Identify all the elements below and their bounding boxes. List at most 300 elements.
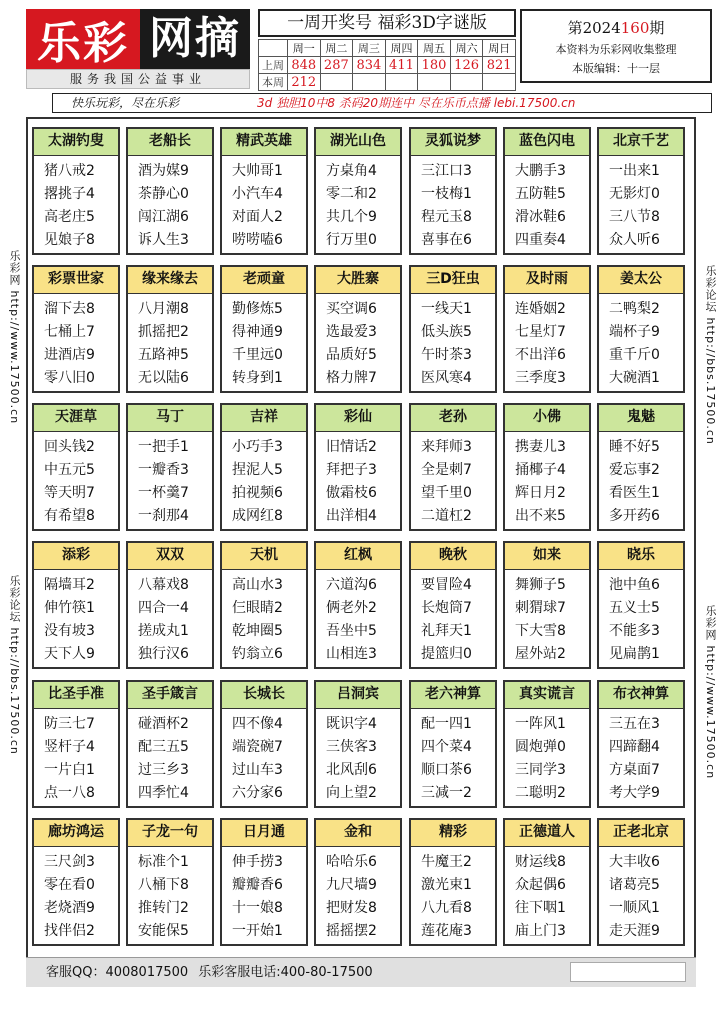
- card-title: 金和: [316, 820, 400, 847]
- side-text-right-top: 乐彩论坛 http://bbs.17500.cn: [704, 265, 717, 445]
- riddle-card: [503, 403, 591, 531]
- last-week-label: 上周: [259, 57, 288, 74]
- riddle-line: 池中鱼6: [609, 577, 660, 593]
- riddle-line: 共几个9: [326, 209, 377, 225]
- riddle-line: 医风寒4: [421, 370, 472, 386]
- riddle-line: 回头钱2: [44, 439, 95, 455]
- riddle-line: 二道杠2: [421, 508, 472, 524]
- riddle-line: 对面人2: [232, 209, 283, 225]
- riddle-line: 买空调6: [326, 301, 377, 317]
- riddle-line: 一开始1: [232, 923, 283, 939]
- riddle-card: [409, 541, 497, 669]
- riddle-card: [409, 680, 497, 808]
- side-text-left-bottom: 乐彩论坛 http://bbs.17500.cn: [8, 575, 21, 755]
- riddle-line: 四不像4: [232, 716, 283, 732]
- editor: 本版编辑：十一层: [572, 62, 660, 75]
- riddle-line: 小汽车4: [232, 186, 283, 202]
- card-title: 马丁: [128, 405, 212, 432]
- riddle-line: 多开药6: [609, 508, 660, 524]
- riddle-line: 众人听6: [609, 232, 660, 248]
- footer-blank-box: [570, 962, 686, 982]
- riddle-line: 乾坤圈5: [232, 623, 283, 639]
- card-title: 小佛: [505, 405, 589, 432]
- riddle-card: [126, 818, 214, 946]
- card-title: 彩票世家: [34, 267, 118, 294]
- riddle-line: 酒为媒9: [138, 163, 189, 179]
- riddle-line: 望千里0: [421, 485, 472, 501]
- riddle-line: 碰酒杯2: [138, 716, 189, 732]
- riddle-line: 十一娘8: [232, 900, 283, 916]
- riddle-line: 小巧手3: [232, 439, 283, 455]
- riddle-line: 瓣瓣香6: [232, 877, 283, 893]
- riddle-line: 不出洋6: [515, 347, 566, 363]
- riddle-card: [126, 403, 214, 531]
- card-title: 晓乐: [599, 543, 683, 570]
- riddle-card: [314, 127, 402, 255]
- riddle-line: 格力牌7: [326, 370, 377, 386]
- card-title: 蓝色闪电: [505, 129, 589, 156]
- draw-number: [418, 74, 451, 91]
- riddle-line: 下大雪8: [515, 623, 566, 639]
- riddle-line: 诉人生3: [138, 232, 189, 248]
- issue-prefix: 第2024: [567, 19, 621, 37]
- riddle-line: 看医生1: [609, 485, 660, 501]
- riddle-line: 三八节8: [609, 209, 660, 225]
- card-title: 彩仙: [316, 405, 400, 432]
- card-title: 真实谎言: [505, 682, 589, 709]
- draw-number: [483, 74, 516, 91]
- riddle-line: 高老庄5: [44, 209, 95, 225]
- riddle-line: 低头族5: [421, 324, 472, 340]
- card-title: 天机: [222, 543, 306, 570]
- riddle-line: 哈哈乐6: [326, 854, 377, 870]
- riddle-line: 提篮归0: [421, 646, 472, 662]
- card-title: 双双: [128, 543, 212, 570]
- riddle-line: 刺猬球7: [515, 600, 566, 616]
- riddle-card: [409, 127, 497, 255]
- riddle-line: 考大学9: [609, 785, 660, 801]
- card-title: 添彩: [34, 543, 118, 570]
- riddle-line: 配一四1: [421, 716, 472, 732]
- riddle-line: 要冒险4: [421, 577, 472, 593]
- riddle-line: 无以陆6: [138, 370, 189, 386]
- issue-num: 160: [620, 19, 650, 37]
- banner-ad: 3d 独胆10中8 杀码20期连中 尽在乐币点播 lebi.17500.cn: [257, 96, 576, 110]
- card-title: 红枫: [316, 543, 400, 570]
- riddle-line: 方桌角4: [326, 163, 377, 179]
- riddle-line: 推转门2: [138, 900, 189, 916]
- riddle-line: 见娘子8: [44, 232, 95, 248]
- riddle-line: 拜把子3: [326, 462, 377, 478]
- riddle-line: 一杯羹7: [138, 485, 189, 501]
- riddle-line: 九尺墙9: [326, 877, 377, 893]
- riddle-card: [314, 818, 402, 946]
- riddle-line: 转身到1: [232, 370, 283, 386]
- card-title: 灵狐说梦: [411, 129, 495, 156]
- draw-number: 834: [353, 57, 386, 74]
- riddle-line: 三侠客3: [326, 739, 377, 755]
- riddle-line: 爱忘事2: [609, 462, 660, 478]
- issue-suffix: 期: [649, 19, 665, 37]
- riddle-line: 大帅哥1: [232, 163, 283, 179]
- card-title: 老船长: [128, 129, 212, 156]
- riddle-line: 程元玉8: [421, 209, 472, 225]
- riddle-line: 进酒店9: [44, 347, 95, 363]
- side-text-right-bottom: 乐彩网 http://www.17500.cn: [704, 605, 717, 780]
- riddle-line: 来拜师3: [421, 439, 472, 455]
- riddle-card: [32, 127, 120, 255]
- riddle-line: 八九看8: [421, 900, 472, 916]
- banner: [52, 93, 712, 113]
- riddle-line: 无影灯0: [609, 186, 660, 202]
- logo: [26, 9, 250, 69]
- riddle-card: [597, 265, 685, 393]
- day-cell: 周三: [353, 40, 386, 57]
- day-cell: 周一: [288, 40, 321, 57]
- riddle-line: 八幕戏8: [138, 577, 189, 593]
- card-title: 长城长: [222, 682, 306, 709]
- riddle-line: 唠唠嗑6: [232, 232, 283, 248]
- riddle-line: 六道沟6: [326, 577, 377, 593]
- riddle-line: 顺口茶6: [421, 762, 472, 778]
- riddle-line: 闯江湖6: [138, 209, 189, 225]
- riddle-line: 成网红8: [232, 508, 283, 524]
- card-title: 吉祥: [222, 405, 306, 432]
- riddle-card: [597, 818, 685, 946]
- riddle-line: 三五在3: [609, 716, 660, 732]
- riddle-line: 四蹄翻4: [609, 739, 660, 755]
- riddle-line: 二聪明2: [515, 785, 566, 801]
- draw-number: 287: [320, 57, 353, 74]
- riddle-line: 高山水3: [232, 577, 283, 593]
- riddle-line: 见扁鹊1: [609, 646, 660, 662]
- card-title: 晚秋: [411, 543, 495, 570]
- riddle-line: 一把手1: [138, 439, 189, 455]
- riddle-card: [220, 680, 308, 808]
- riddle-line: 四季忙4: [138, 785, 189, 801]
- riddle-line: 大鹏手3: [515, 163, 566, 179]
- card-title: 姜太公: [599, 267, 683, 294]
- riddle-line: 诸葛亮5: [609, 877, 660, 893]
- card-title: 老六神算: [411, 682, 495, 709]
- riddle-line: 配三五5: [138, 739, 189, 755]
- riddle-line: 三同学3: [515, 762, 566, 778]
- riddle-line: 三江口3: [421, 163, 472, 179]
- riddle-line: 三尺剑3: [44, 854, 95, 870]
- riddle-line: 捏泥人5: [232, 462, 283, 478]
- riddle-line: 一枝梅1: [421, 186, 472, 202]
- riddle-line: 五路神5: [138, 347, 189, 363]
- draw-number: 848: [288, 57, 321, 74]
- riddle-line: 旧情话2: [326, 439, 377, 455]
- riddle-line: 竖杆子4: [44, 739, 95, 755]
- page-title: 一周开奖号 福彩3D字谜版: [258, 9, 516, 37]
- source-note: 本资料为乐彩网收集整理: [555, 43, 677, 56]
- card-title: 精彩: [411, 820, 495, 847]
- riddle-line: 端杯子9: [609, 324, 660, 340]
- card-title: 圣手箴言: [128, 682, 212, 709]
- draw-number: [450, 74, 483, 91]
- riddle-line: 防三七7: [44, 716, 95, 732]
- card-title: 布衣神算: [599, 682, 683, 709]
- riddle-line: 撂挑子4: [44, 186, 95, 202]
- slogan: 服务我国公益事业: [26, 69, 250, 89]
- riddle-line: 既识字4: [326, 716, 377, 732]
- riddle-card: [32, 403, 120, 531]
- riddle-card: [220, 541, 308, 669]
- riddle-line: 礼拜天1: [421, 623, 472, 639]
- riddle-card: [126, 265, 214, 393]
- card-title: 正德道人: [505, 820, 589, 847]
- card-title: 比圣手准: [34, 682, 118, 709]
- riddle-line: 老烧酒9: [44, 900, 95, 916]
- riddle-line: 找伴侣2: [44, 923, 95, 939]
- riddle-card: [597, 127, 685, 255]
- riddle-line: 过山车3: [232, 762, 283, 778]
- riddle-card: [503, 818, 591, 946]
- day-cell: 周四: [385, 40, 418, 57]
- riddle-line: 出不来5: [515, 508, 566, 524]
- riddle-card: [503, 265, 591, 393]
- banner-slogan: 快乐玩彩，尽在乐彩: [71, 96, 180, 110]
- riddle-line: 喜事在6: [421, 232, 472, 248]
- customer-qq: 客服QQ：4008017500: [46, 965, 189, 980]
- riddle-card: [126, 541, 214, 669]
- riddle-line: 拍视频6: [232, 485, 283, 501]
- riddle-card: [314, 680, 402, 808]
- last-week-row: [259, 57, 516, 74]
- riddle-line: 独行汉6: [138, 646, 189, 662]
- card-title: 天涯草: [34, 405, 118, 432]
- riddle-line: 屋外站2: [515, 646, 566, 662]
- riddle-line: 圆炮弹0: [515, 739, 566, 755]
- riddle-line: 五防鞋5: [515, 186, 566, 202]
- riddle-line: 全是刺7: [421, 462, 472, 478]
- riddle-line: 中五元5: [44, 462, 95, 478]
- riddle-card: [597, 403, 685, 531]
- riddle-line: 八月潮8: [138, 301, 189, 317]
- riddle-card: [32, 818, 120, 946]
- draw-number: 180: [418, 57, 451, 74]
- riddle-line: 搓成丸1: [138, 623, 189, 639]
- card-title: 如来: [505, 543, 589, 570]
- riddle-line: 得神通9: [232, 324, 283, 340]
- riddle-line: 睡不好5: [609, 439, 660, 455]
- riddle-line: 携妻儿3: [515, 439, 566, 455]
- riddle-line: 往下咽1: [515, 900, 566, 916]
- riddle-line: 零二和2: [326, 186, 377, 202]
- logo-text-2: 网摘: [140, 9, 250, 69]
- riddle-line: 方桌面7: [609, 762, 660, 778]
- this-week-row: [259, 74, 516, 91]
- riddle-line: 钓翁立6: [232, 646, 283, 662]
- draw-number: 821: [483, 57, 516, 74]
- riddle-line: 茶静心0: [138, 186, 189, 202]
- card-title: 子龙一句: [128, 820, 212, 847]
- riddle-card: [314, 403, 402, 531]
- riddle-line: 过三乡3: [138, 762, 189, 778]
- riddle-card: [597, 541, 685, 669]
- riddle-line: 一顺风1: [609, 900, 660, 916]
- draw-number: [320, 74, 353, 91]
- riddle-line: 抓摇把2: [138, 324, 189, 340]
- card-title: 三D狂虫: [411, 267, 495, 294]
- side-text-left-top: 乐彩网 http://www.17500.cn: [8, 250, 21, 425]
- riddle-line: 一刹那4: [138, 508, 189, 524]
- card-title: 正老北京: [599, 820, 683, 847]
- riddle-line: 大碗酒1: [609, 370, 660, 386]
- riddle-line: 七星灯7: [515, 324, 566, 340]
- card-title: 大胜寨: [316, 267, 400, 294]
- logo-text-1: 乐彩: [37, 18, 129, 69]
- riddle-line: 三季度3: [515, 370, 566, 386]
- card-title: 湖光山色: [316, 129, 400, 156]
- draw-number: 126: [450, 57, 483, 74]
- riddle-line: 傲霜枝6: [326, 485, 377, 501]
- riddle-line: 把财发8: [326, 900, 377, 916]
- riddle-line: 标准个1: [138, 854, 189, 870]
- riddle-line: 激光束1: [421, 877, 472, 893]
- issue-number: [522, 17, 710, 38]
- riddle-line: 舞狮子5: [515, 577, 566, 593]
- riddle-card: [597, 680, 685, 808]
- riddle-line: 重千斤0: [609, 347, 660, 363]
- riddle-line: 俩老外2: [326, 600, 377, 616]
- draw-table: [258, 39, 516, 91]
- riddle-line: 四合一4: [138, 600, 189, 616]
- riddle-line: 隔墙耳2: [44, 577, 95, 593]
- riddle-line: 千里远0: [232, 347, 283, 363]
- riddle-line: 没有坡3: [44, 623, 95, 639]
- riddle-line: 大丰收6: [609, 854, 660, 870]
- riddle-line: 零八旧0: [44, 370, 95, 386]
- day-cell: 周二: [320, 40, 353, 57]
- riddle-line: 二鸭梨2: [609, 301, 660, 317]
- riddle-line: 溜下去8: [44, 301, 95, 317]
- riddle-line: 行万里0: [326, 232, 377, 248]
- riddle-card: [409, 818, 497, 946]
- day-cell: 周五: [418, 40, 451, 57]
- riddle-card: [503, 127, 591, 255]
- riddle-line: 众起偶6: [515, 877, 566, 893]
- riddle-line: 财运线8: [515, 854, 566, 870]
- riddle-line: 六分家6: [232, 785, 283, 801]
- riddle-line: 等天明7: [44, 485, 95, 501]
- riddle-line: 四重奏4: [515, 232, 566, 248]
- customer-phone: 乐彩客服电话:400-80-17500: [198, 965, 373, 980]
- card-title: 及时雨: [505, 267, 589, 294]
- riddle-line: 午时茶3: [421, 347, 472, 363]
- riddle-line: 八桶下8: [138, 877, 189, 893]
- card-title: 老孙: [411, 405, 495, 432]
- riddle-line: 摇摇摆2: [326, 923, 377, 939]
- day-cell: 周日: [483, 40, 516, 57]
- card-title: 缘来缘去: [128, 267, 212, 294]
- riddle-line: 有希望8: [44, 508, 95, 524]
- draw-number: 212: [288, 74, 321, 91]
- riddle-card: [126, 680, 214, 808]
- card-title: 太湖钓叟: [34, 129, 118, 156]
- riddle-line: 伸手捞3: [232, 854, 283, 870]
- riddle-line: 一阵风1: [515, 716, 566, 732]
- card-title: 北京千艺: [599, 129, 683, 156]
- riddle-line: 选最爱3: [326, 324, 377, 340]
- riddle-line: 捅椰子4: [515, 462, 566, 478]
- riddle-card: [220, 403, 308, 531]
- riddle-line: 伸竹筷1: [44, 600, 95, 616]
- card-title: 老顽童: [222, 267, 306, 294]
- riddle-line: 向上望2: [326, 785, 377, 801]
- draw-number: [385, 74, 418, 91]
- riddle-card: [314, 265, 402, 393]
- riddle-line: 庙上门3: [515, 923, 566, 939]
- riddle-card: [409, 265, 497, 393]
- draw-number: [353, 74, 386, 91]
- riddle-line: 零在看0: [44, 877, 95, 893]
- riddle-card: [220, 265, 308, 393]
- riddle-line: 三减一2: [421, 785, 472, 801]
- riddle-line: 勤修炼5: [232, 301, 283, 317]
- corner-cell: [259, 40, 288, 57]
- riddle-line: 一出来1: [609, 163, 660, 179]
- card-title: 吕洞宾: [316, 682, 400, 709]
- riddle-card: [126, 127, 214, 255]
- riddle-line: 山相连3: [326, 646, 377, 662]
- main-panel: [26, 117, 696, 987]
- days-row: [259, 40, 516, 57]
- riddle-line: 吾坐中5: [326, 623, 377, 639]
- riddle-card: [314, 541, 402, 669]
- riddle-line: 莲花庵3: [421, 923, 472, 939]
- card-title: 日月通: [222, 820, 306, 847]
- day-cell: 周六: [450, 40, 483, 57]
- riddle-line: 仨眼睛2: [232, 600, 283, 616]
- draw-number: 411: [385, 57, 418, 74]
- this-week-label: 本周: [259, 74, 288, 91]
- riddle-line: 端瓷碗7: [232, 739, 283, 755]
- issue-info: [520, 9, 712, 83]
- riddle-card: [220, 127, 308, 255]
- riddle-line: 一片白1: [44, 762, 95, 778]
- riddle-line: 七桶上7: [44, 324, 95, 340]
- riddle-line: 安能保5: [138, 923, 189, 939]
- riddle-card: [503, 680, 591, 808]
- riddle-card: [32, 541, 120, 669]
- card-title: 精武英雄: [222, 129, 306, 156]
- riddle-line: 五义士5: [609, 600, 660, 616]
- riddle-line: 一瓣香3: [138, 462, 189, 478]
- riddle-line: 滑冰鞋6: [515, 209, 566, 225]
- riddle-card: [503, 541, 591, 669]
- riddle-line: 北风刮6: [326, 762, 377, 778]
- riddle-line: 天下人9: [44, 646, 95, 662]
- card-title: 廊坊鸿运: [34, 820, 118, 847]
- riddle-line: 一线天1: [421, 301, 472, 317]
- riddle-line: 品质好5: [326, 347, 377, 363]
- riddle-card: [409, 403, 497, 531]
- riddle-card: [32, 265, 120, 393]
- riddle-card: [32, 680, 120, 808]
- riddle-line: 出洋相4: [326, 508, 377, 524]
- riddle-line: 连婚姻2: [515, 301, 566, 317]
- riddle-line: 四个菜4: [421, 739, 472, 755]
- riddle-line: 点一八8: [44, 785, 95, 801]
- riddle-line: 牛魔王2: [421, 854, 472, 870]
- riddle-line: 走天涯9: [609, 923, 660, 939]
- riddle-line: 长炮筒7: [421, 600, 472, 616]
- riddle-line: 猪八戒2: [44, 163, 95, 179]
- card-title: 鬼魅: [599, 405, 683, 432]
